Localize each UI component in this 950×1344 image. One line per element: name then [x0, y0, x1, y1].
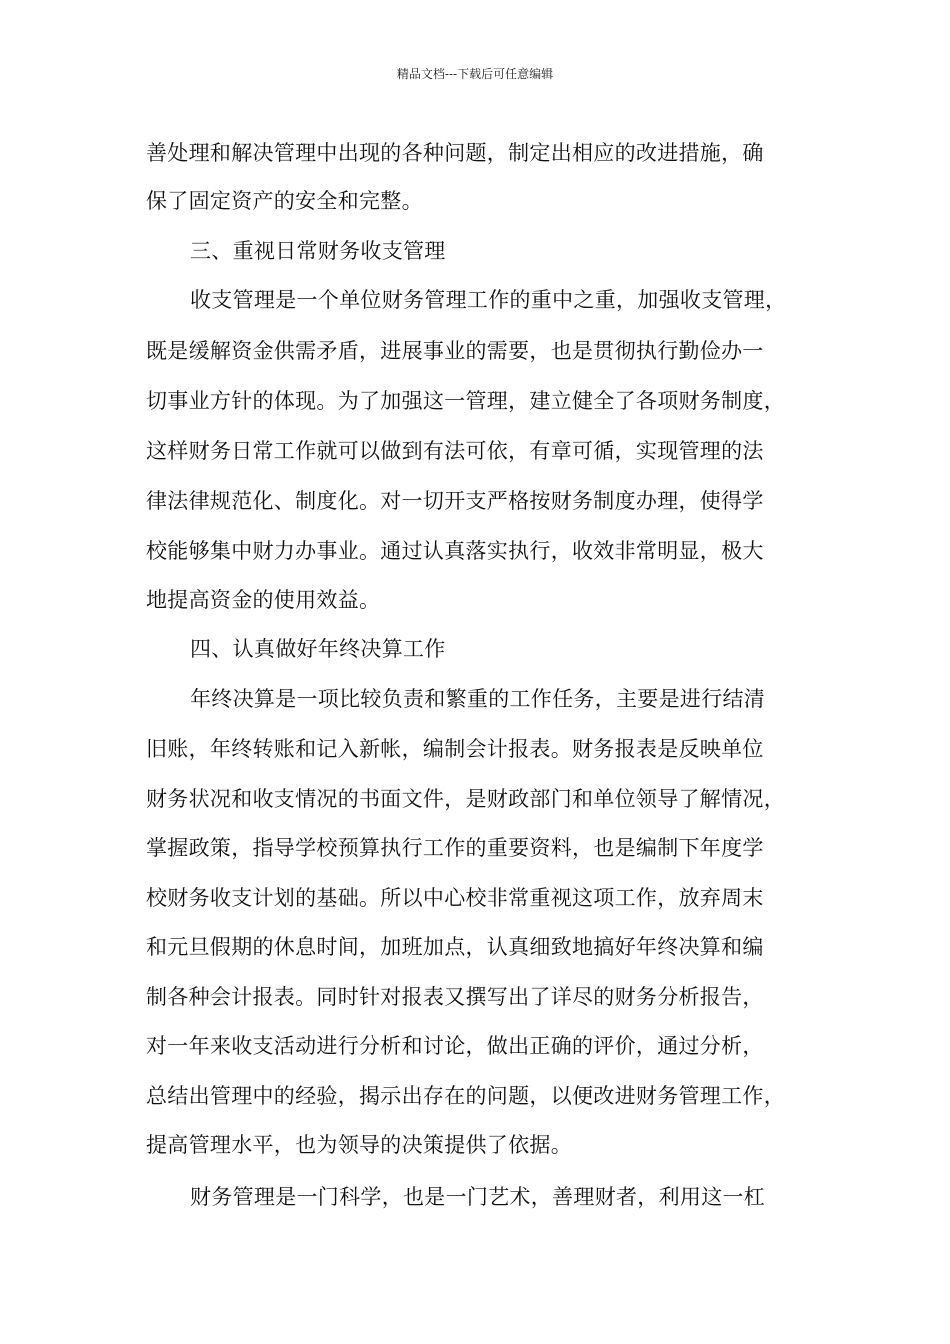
text-line: 和元旦假期的休息时间，加班加点，认真细致地搞好年终决算和编	[146, 935, 764, 959]
text-line: 制各种会计报表。同时针对报表又撰写出了详尽的财务分析报告，	[146, 985, 764, 1009]
text-line: 旧账，年终转账和记入新帐，编制会计报表。财务报表是反映单位	[146, 737, 764, 761]
page-header: 精品文档---下载后可任意编辑	[396, 67, 554, 81]
section-heading-3: 三、重视日常财务收支管理	[190, 239, 446, 263]
text-line: 切事业方针的体现。为了加强这一管理，建立健全了各项财务制度，	[146, 389, 785, 413]
text-line: 提高管理水平，也为领导的决策提供了依据。	[146, 1133, 572, 1157]
text-line: 掌握政策，指导学校预算执行工作的重要资料，也是编制下年度学	[146, 836, 764, 860]
text-line: 地提高资金的使用效益。	[146, 588, 381, 612]
text-line: 律法律规范化、制度化。对一切开支严格按财务制度办理，使得学	[146, 489, 764, 513]
text-line: 收支管理是一个单位财务管理工作的重中之重，加强收支管理，	[190, 288, 787, 312]
text-line: 对一年来收支活动进行分析和讨论，做出正确的评价，通过分析，	[146, 1034, 764, 1058]
text-line: 这样财务日常工作就可以做到有法可依，有章可循，实现管理的法	[146, 439, 764, 463]
text-line: 善处理和解决管理中出现的各种问题，制定出相应的改进措施，确	[146, 141, 764, 165]
text-line: 校财务收支计划的基础。所以中心校非常重视这项工作，放弃周末	[146, 886, 764, 910]
text-line: 年终决算是一项比较负责和繁重的工作任务，主要是进行结清	[190, 687, 766, 711]
text-line: 财务管理是一门科学，也是一门艺术，善理财者，利用这一杠	[190, 1185, 766, 1209]
text-line: 财务状况和收支情况的书面文件，是财政部门和单位领导了解情况，	[146, 787, 785, 811]
text-line: 校能够集中财力办事业。通过认真落实执行，收效非常明显，极大	[146, 539, 764, 563]
section-heading-4: 四、认真做好年终决算工作	[190, 637, 446, 661]
text-line: 保了固定资产的安全和完整。	[146, 189, 423, 213]
text-line: 既是缓解资金供需矛盾，进展事业的需要，也是贯彻执行勤俭办一	[146, 339, 764, 363]
text-line: 总结出管理中的经验，揭示出存在的问题，以便改进财务管理工作，	[146, 1084, 785, 1108]
